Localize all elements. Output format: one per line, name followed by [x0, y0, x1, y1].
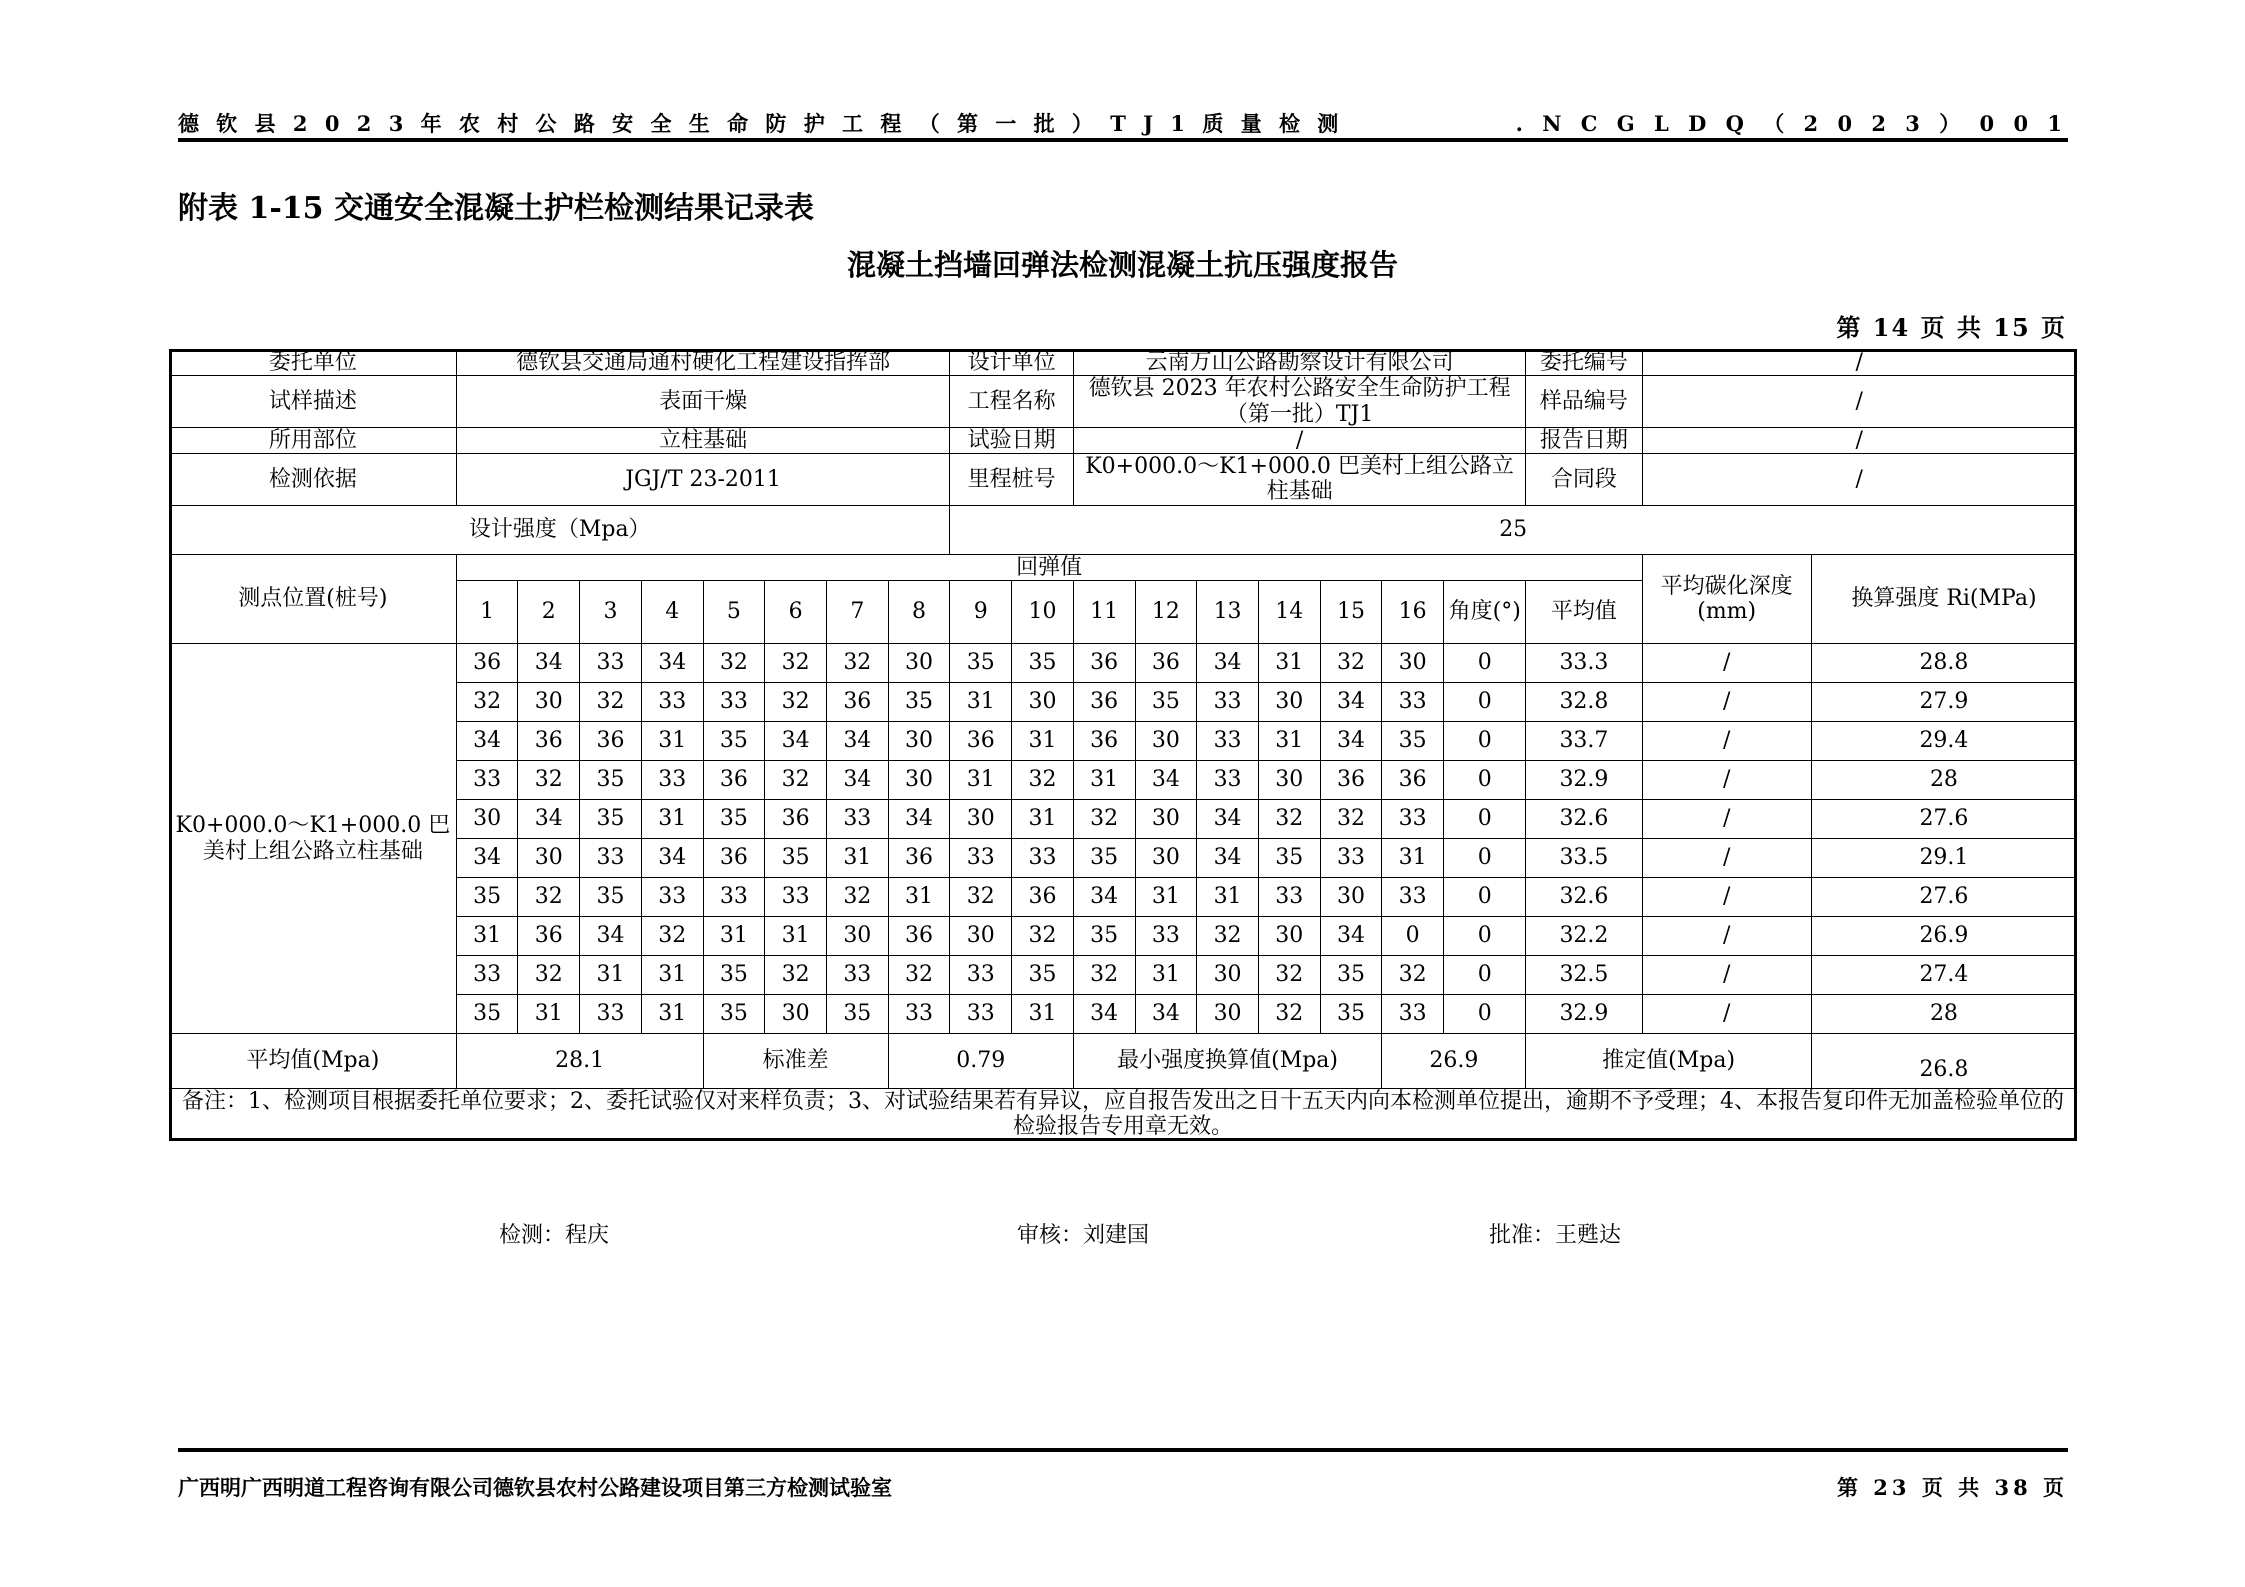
cell-r3c11: 36 [1073, 722, 1135, 761]
cell-r6c1: 34 [456, 839, 518, 878]
cell-r8c13: 32 [1197, 917, 1259, 956]
part-used-value: 立柱基础 [456, 427, 950, 453]
summary-std-value: 0.79 [888, 1034, 1073, 1089]
approver-signature: 批准：王甦达 [1489, 1223, 1622, 1248]
cell-r3c8: 30 [888, 722, 950, 761]
cell-r6-carb: / [1642, 839, 1811, 878]
cell-r3c16: 35 [1382, 722, 1444, 761]
report-date-label: 报告日期 [1526, 427, 1642, 453]
cell-r7c12: 31 [1135, 878, 1197, 917]
cell-r1c13: 34 [1197, 644, 1259, 683]
cell-r10c13: 30 [1197, 995, 1259, 1034]
cell-r4-ri: 28 [1811, 761, 2076, 800]
cell-r9c16: 32 [1382, 956, 1444, 995]
test-basis-label: 检测依据 [170, 454, 457, 506]
cell-r1c15: 32 [1320, 644, 1382, 683]
cell-r5c10: 31 [1012, 800, 1074, 839]
cell-r4c14: 30 [1258, 761, 1320, 800]
cell-r2c7: 36 [826, 683, 888, 722]
col-header-10: 10 [1012, 581, 1074, 644]
cell-r5-avg: 32.6 [1526, 800, 1642, 839]
cell-r1-ri: 28.8 [1811, 644, 2076, 683]
cell-r2c4: 33 [641, 683, 703, 722]
cell-r4c4: 33 [641, 761, 703, 800]
table-row [170, 839, 2077, 878]
table-row [170, 761, 2077, 800]
cell-r9-carb: / [1642, 956, 1811, 995]
cell-r8-angle: 0 [1444, 917, 1526, 956]
cell-r9c11: 32 [1073, 956, 1135, 995]
cell-r5c13: 34 [1197, 800, 1259, 839]
cell-r8c7: 30 [826, 917, 888, 956]
cell-r8c16: 0 [1382, 917, 1444, 956]
running-header-right: . N C G L D Q （ 2 0 2 3 ） 0 0 1 [1515, 111, 2068, 136]
cell-r7c16: 33 [1382, 878, 1444, 917]
col-header-2: 2 [518, 581, 580, 644]
design-strength-row [170, 505, 2077, 554]
cell-r9c12: 31 [1135, 956, 1197, 995]
cell-r7c11: 34 [1073, 878, 1135, 917]
cell-r2c16: 33 [1382, 683, 1444, 722]
cell-r9c4: 31 [641, 956, 703, 995]
cell-r9c8: 32 [888, 956, 950, 995]
info-row-2 [170, 376, 2077, 428]
cell-r1c16: 30 [1382, 644, 1444, 683]
cell-r7c10: 36 [1012, 878, 1074, 917]
cell-r6c5: 36 [703, 839, 765, 878]
cell-r5-ri: 27.6 [1811, 800, 2076, 839]
cell-r9c10: 35 [1012, 956, 1074, 995]
summary-average-label: 平均值(Mpa) [170, 1034, 457, 1089]
cell-r3-carb: / [1642, 722, 1811, 761]
cell-r10c5: 35 [703, 995, 765, 1034]
stake-no-value: K0+000.0～K1+000.0 巴美村上组公路立柱基础 [1073, 454, 1526, 506]
cell-r2c2: 30 [518, 683, 580, 722]
part-used-label: 所用部位 [170, 427, 457, 453]
footer-right: 第 23 页 共 38 页 [1836, 1475, 2068, 1500]
col-header-15: 15 [1320, 581, 1382, 644]
design-strength-value: 25 [950, 505, 2077, 554]
remarks-row [170, 1089, 2077, 1141]
cell-r9c14: 32 [1258, 956, 1320, 995]
summary-row [170, 1034, 2077, 1089]
carbonation-header: 平均碳化深度(mm) [1642, 554, 1811, 643]
cell-r3c7: 34 [826, 722, 888, 761]
cell-r1c4: 34 [641, 644, 703, 683]
col-header-1: 1 [456, 581, 518, 644]
cell-r2-angle: 0 [1444, 683, 1526, 722]
cell-r3c14: 31 [1258, 722, 1320, 761]
cell-r10-carb: / [1642, 995, 1811, 1034]
commission-no-value: / [1642, 350, 2077, 376]
table-row [170, 800, 2077, 839]
page-footer [178, 1472, 2068, 1502]
cell-r8c8: 36 [888, 917, 950, 956]
cell-r6c7: 31 [826, 839, 888, 878]
average-header: 平均值 [1526, 581, 1642, 644]
cell-r5c3: 35 [580, 800, 642, 839]
cell-r1c9: 35 [950, 644, 1012, 683]
test-date-value: / [1073, 427, 1526, 453]
cell-r10c12: 34 [1135, 995, 1197, 1034]
client-label: 委托单位 [170, 350, 457, 376]
cell-r5-carb: / [1642, 800, 1811, 839]
cell-r6c13: 34 [1197, 839, 1259, 878]
cell-r2c6: 32 [765, 683, 827, 722]
sample-no-label: 样品编号 [1526, 376, 1642, 428]
table-head-group-row [170, 554, 2077, 580]
project-name-value: 德钦县 2023 年农村公路安全生命防护工程（第一批）TJ1 [1073, 376, 1526, 428]
cell-r4c15: 36 [1320, 761, 1382, 800]
cell-r3-angle: 0 [1444, 722, 1526, 761]
cell-r8c3: 34 [580, 917, 642, 956]
cell-r1c6: 32 [765, 644, 827, 683]
client-value: 德钦县交通局通村硬化工程建设指挥部 [456, 350, 950, 376]
summary-estimate-value: 26.8 [1811, 1034, 2076, 1089]
cell-r7-avg: 32.6 [1526, 878, 1642, 917]
cell-r2-carb: / [1642, 683, 1811, 722]
sample-desc-label: 试样描述 [170, 376, 457, 428]
sample-desc-value: 表面干燥 [456, 376, 950, 428]
cell-r6c16: 31 [1382, 839, 1444, 878]
running-header-left: 德 钦 县 2 0 2 3 年 农 村 公 路 安 全 生 命 防 护 工 程 （ 第 一 批 ） T J 1 质 量 检 测 [178, 111, 1344, 136]
cell-r4c12: 34 [1135, 761, 1197, 800]
cell-r2c1: 32 [456, 683, 518, 722]
cell-r9c13: 30 [1197, 956, 1259, 995]
cell-r9c3: 31 [580, 956, 642, 995]
cell-r2c9: 31 [950, 683, 1012, 722]
cell-r1c7: 32 [826, 644, 888, 683]
cell-r8c4: 32 [641, 917, 703, 956]
cell-r4c11: 31 [1073, 761, 1135, 800]
signature-row [169, 1218, 2077, 1258]
cell-r4c16: 36 [1382, 761, 1444, 800]
cell-r3-ri: 29.4 [1811, 722, 2076, 761]
cell-r4c7: 34 [826, 761, 888, 800]
cell-r3c10: 31 [1012, 722, 1074, 761]
col-header-3: 3 [580, 581, 642, 644]
table-row [170, 722, 2077, 761]
cell-r2c15: 34 [1320, 683, 1382, 722]
cell-r7c2: 32 [518, 878, 580, 917]
cell-r6-avg: 33.5 [1526, 839, 1642, 878]
remarks-text: 备注：1、检测项目根据委托单位要求；2、委托试验仅对来样负责；3、对试验结果若有异议，应自报告发出之日十五天内向本检测单位提出，逾期不予受理；4、本报告复印件无加盖检验单位的检验报告专用章无效。 [170, 1089, 2077, 1141]
cell-r7c4: 33 [641, 878, 703, 917]
col-header-4: 4 [641, 581, 703, 644]
cell-r5c6: 36 [765, 800, 827, 839]
cell-r5c11: 32 [1073, 800, 1135, 839]
stake-no-label: 里程桩号 [950, 454, 1073, 506]
cell-r9c6: 32 [765, 956, 827, 995]
summary-min-value: 26.9 [1382, 1034, 1526, 1089]
cell-r6-angle: 0 [1444, 839, 1526, 878]
designer-label: 设计单位 [950, 350, 1073, 376]
cell-r9-ri: 27.4 [1811, 956, 2076, 995]
info-row-4 [170, 454, 2077, 506]
cell-r1c1: 36 [456, 644, 518, 683]
cell-r5c12: 30 [1135, 800, 1197, 839]
cell-r4-carb: / [1642, 761, 1811, 800]
cell-r8c15: 34 [1320, 917, 1382, 956]
converted-strength-header: 换算强度 Ri(MPa) [1811, 554, 2076, 643]
col-header-14: 14 [1258, 581, 1320, 644]
cell-r1c14: 31 [1258, 644, 1320, 683]
cell-r8-avg: 32.2 [1526, 917, 1642, 956]
cell-r3-avg: 33.7 [1526, 722, 1642, 761]
cell-r4c8: 30 [888, 761, 950, 800]
cell-r1-angle: 0 [1444, 644, 1526, 683]
cell-r6c6: 35 [765, 839, 827, 878]
cell-r10-ri: 28 [1811, 995, 2076, 1034]
cell-r9c2: 32 [518, 956, 580, 995]
cell-r8-ri: 26.9 [1811, 917, 2076, 956]
cell-r3c13: 33 [1197, 722, 1259, 761]
cell-r10c2: 31 [518, 995, 580, 1034]
cell-r5c15: 32 [1320, 800, 1382, 839]
page-subtitle: 混凝土挡墙回弹法检测混凝土抗压强度报告 [846, 248, 1398, 282]
cell-r10c11: 34 [1073, 995, 1135, 1034]
cell-r10c4: 31 [641, 995, 703, 1034]
cell-r6c8: 36 [888, 839, 950, 878]
cell-r10-angle: 0 [1444, 995, 1526, 1034]
cell-r4c10: 32 [1012, 761, 1074, 800]
cell-r6-ri: 29.1 [1811, 839, 2076, 878]
cell-r4c5: 36 [703, 761, 765, 800]
cell-r10c15: 35 [1320, 995, 1382, 1034]
sample-no-value: / [1642, 376, 2077, 428]
cell-r10c6: 30 [765, 995, 827, 1034]
cell-r7c1: 35 [456, 878, 518, 917]
cell-r6c9: 33 [950, 839, 1012, 878]
rebound-group-header: 回弹值 [456, 554, 1642, 580]
designer-value: 云南万山公路勘察设计有限公司 [1073, 350, 1526, 376]
table-row [170, 644, 2077, 683]
cell-r2c14: 30 [1258, 683, 1320, 722]
summary-min-label: 最小强度换算值(Mpa) [1073, 1034, 1382, 1089]
table-row [170, 995, 2077, 1034]
cell-r8c6: 31 [765, 917, 827, 956]
cell-r5c16: 33 [1382, 800, 1444, 839]
cell-r3c1: 34 [456, 722, 518, 761]
col-header-12: 12 [1135, 581, 1197, 644]
cell-r8c10: 32 [1012, 917, 1074, 956]
cell-r5c14: 32 [1258, 800, 1320, 839]
cell-r5c4: 31 [641, 800, 703, 839]
cell-r1-avg: 33.3 [1526, 644, 1642, 683]
cell-r5c5: 35 [703, 800, 765, 839]
cell-r7-angle: 0 [1444, 878, 1526, 917]
report-date-value: / [1642, 427, 2077, 453]
summary-average-value: 28.1 [456, 1034, 703, 1089]
cell-r6c15: 33 [1320, 839, 1382, 878]
cell-r2c12: 35 [1135, 683, 1197, 722]
cell-r5c2: 34 [518, 800, 580, 839]
cell-r8c1: 31 [456, 917, 518, 956]
cell-r1c11: 36 [1073, 644, 1135, 683]
cell-r10c9: 33 [950, 995, 1012, 1034]
col-header-9: 9 [950, 581, 1012, 644]
cell-r9c15: 35 [1320, 956, 1382, 995]
cell-r7c9: 32 [950, 878, 1012, 917]
info-row-1 [170, 350, 2077, 376]
cell-r10-avg: 32.9 [1526, 995, 1642, 1034]
cell-r2c5: 33 [703, 683, 765, 722]
design-strength-label: 设计强度（Mpa） [170, 505, 950, 554]
info-row-3 [170, 427, 2077, 453]
cell-r3c5: 35 [703, 722, 765, 761]
cell-r3c6: 34 [765, 722, 827, 761]
table-row [170, 683, 2077, 722]
cell-r8c9: 30 [950, 917, 1012, 956]
cell-r7c14: 33 [1258, 878, 1320, 917]
cell-r10c1: 35 [456, 995, 518, 1034]
cell-r4c13: 33 [1197, 761, 1259, 800]
reviewer-signature: 审核：刘建国 [1017, 1223, 1150, 1248]
cell-r5c8: 34 [888, 800, 950, 839]
cell-r8c5: 31 [703, 917, 765, 956]
cell-r2-ri: 27.9 [1811, 683, 2076, 722]
commission-no-label: 委托编号 [1526, 350, 1642, 376]
cell-r4-avg: 32.9 [1526, 761, 1642, 800]
cell-r1c10: 35 [1012, 644, 1074, 683]
cell-r7c3: 35 [580, 878, 642, 917]
contract-section-value: / [1642, 454, 2077, 506]
cell-r4c2: 32 [518, 761, 580, 800]
header-divider [178, 138, 2068, 142]
cell-r4c9: 31 [950, 761, 1012, 800]
cell-r5c1: 30 [456, 800, 518, 839]
cell-r6c3: 33 [580, 839, 642, 878]
cell-r2c8: 35 [888, 683, 950, 722]
col-header-13: 13 [1197, 581, 1259, 644]
cell-r5c7: 33 [826, 800, 888, 839]
cell-r2c3: 32 [580, 683, 642, 722]
col-header-6: 6 [765, 581, 827, 644]
cell-r10c10: 31 [1012, 995, 1074, 1034]
cell-r7c8: 31 [888, 878, 950, 917]
cell-r7c15: 30 [1320, 878, 1382, 917]
cell-r5-angle: 0 [1444, 800, 1526, 839]
cell-r10c8: 33 [888, 995, 950, 1034]
footer-divider [178, 1448, 2068, 1452]
cell-r10c16: 33 [1382, 995, 1444, 1034]
position-value: K0+000.0～K1+000.0 巴美村上组公路立柱基础 [170, 644, 457, 1034]
cell-r10c14: 32 [1258, 995, 1320, 1034]
col-header-7: 7 [826, 581, 888, 644]
running-header [178, 108, 2068, 138]
contract-section-label: 合同段 [1526, 454, 1642, 506]
cell-r3c4: 31 [641, 722, 703, 761]
cell-r7c6: 33 [765, 878, 827, 917]
cell-r10c3: 33 [580, 995, 642, 1034]
cell-r8-carb: / [1642, 917, 1811, 956]
col-header-11: 11 [1073, 581, 1135, 644]
cell-r7c7: 32 [826, 878, 888, 917]
cell-r8c2: 36 [518, 917, 580, 956]
position-header: 测点位置(桩号) [170, 554, 457, 643]
cell-r3c12: 30 [1135, 722, 1197, 761]
cell-r6c2: 30 [518, 839, 580, 878]
cell-r7c13: 31 [1197, 878, 1259, 917]
cell-r1c5: 32 [703, 644, 765, 683]
summary-std-label: 标准差 [703, 1034, 888, 1089]
table-row [170, 917, 2077, 956]
cell-r9c7: 33 [826, 956, 888, 995]
cell-r9c5: 35 [703, 956, 765, 995]
cell-r1c3: 33 [580, 644, 642, 683]
test-basis-value: JGJ/T 23-2011 [456, 454, 950, 506]
footer-left: 广西明广西明道工程咨询有限公司德钦县农村公路建设项目第三方检测试验室 [178, 1475, 892, 1500]
cell-r1c2: 34 [518, 644, 580, 683]
page-title: 附表 1-15 交通安全混凝土护栏检测结果记录表 [178, 191, 814, 226]
cell-r6c10: 33 [1012, 839, 1074, 878]
cell-r9-avg: 32.5 [1526, 956, 1642, 995]
cell-r2c11: 36 [1073, 683, 1135, 722]
report-table [169, 349, 2077, 1141]
cell-r2c13: 33 [1197, 683, 1259, 722]
cell-r8c14: 30 [1258, 917, 1320, 956]
cell-r4c6: 32 [765, 761, 827, 800]
table-row [170, 878, 2077, 917]
cell-r2-avg: 32.8 [1526, 683, 1642, 722]
cell-r4c1: 33 [456, 761, 518, 800]
col-header-8: 8 [888, 581, 950, 644]
angle-header: 角度(°) [1444, 581, 1526, 644]
cell-r7c5: 33 [703, 878, 765, 917]
tester-signature: 检测：程庆 [499, 1223, 610, 1248]
cell-r1c8: 30 [888, 644, 950, 683]
cell-r8c11: 35 [1073, 917, 1135, 956]
cell-r6c12: 30 [1135, 839, 1197, 878]
cell-r6c4: 34 [641, 839, 703, 878]
page-count: 第 14 页 共 15 页 [1836, 313, 2067, 342]
cell-r7-ri: 27.6 [1811, 878, 2076, 917]
cell-r3c15: 34 [1320, 722, 1382, 761]
cell-r1-carb: / [1642, 644, 1811, 683]
project-name-label: 工程名称 [950, 376, 1073, 428]
col-header-5: 5 [703, 581, 765, 644]
table-row [170, 956, 2077, 995]
cell-r9-angle: 0 [1444, 956, 1526, 995]
cell-r1c12: 36 [1135, 644, 1197, 683]
test-date-label: 试验日期 [950, 427, 1073, 453]
cell-r7-carb: / [1642, 878, 1811, 917]
cell-r3c3: 36 [580, 722, 642, 761]
cell-r2c10: 30 [1012, 683, 1074, 722]
cell-r9c9: 33 [950, 956, 1012, 995]
cell-r9c1: 33 [456, 956, 518, 995]
cell-r8c12: 33 [1135, 917, 1197, 956]
cell-r3c9: 36 [950, 722, 1012, 761]
summary-estimate-label: 推定值(Mpa) [1526, 1034, 1812, 1089]
cell-r3c2: 36 [518, 722, 580, 761]
cell-r6c11: 35 [1073, 839, 1135, 878]
cell-r10c7: 35 [826, 995, 888, 1034]
cell-r5c9: 30 [950, 800, 1012, 839]
cell-r4c3: 35 [580, 761, 642, 800]
cell-r6c14: 35 [1258, 839, 1320, 878]
cell-r4-angle: 0 [1444, 761, 1526, 800]
col-header-16: 16 [1382, 581, 1444, 644]
